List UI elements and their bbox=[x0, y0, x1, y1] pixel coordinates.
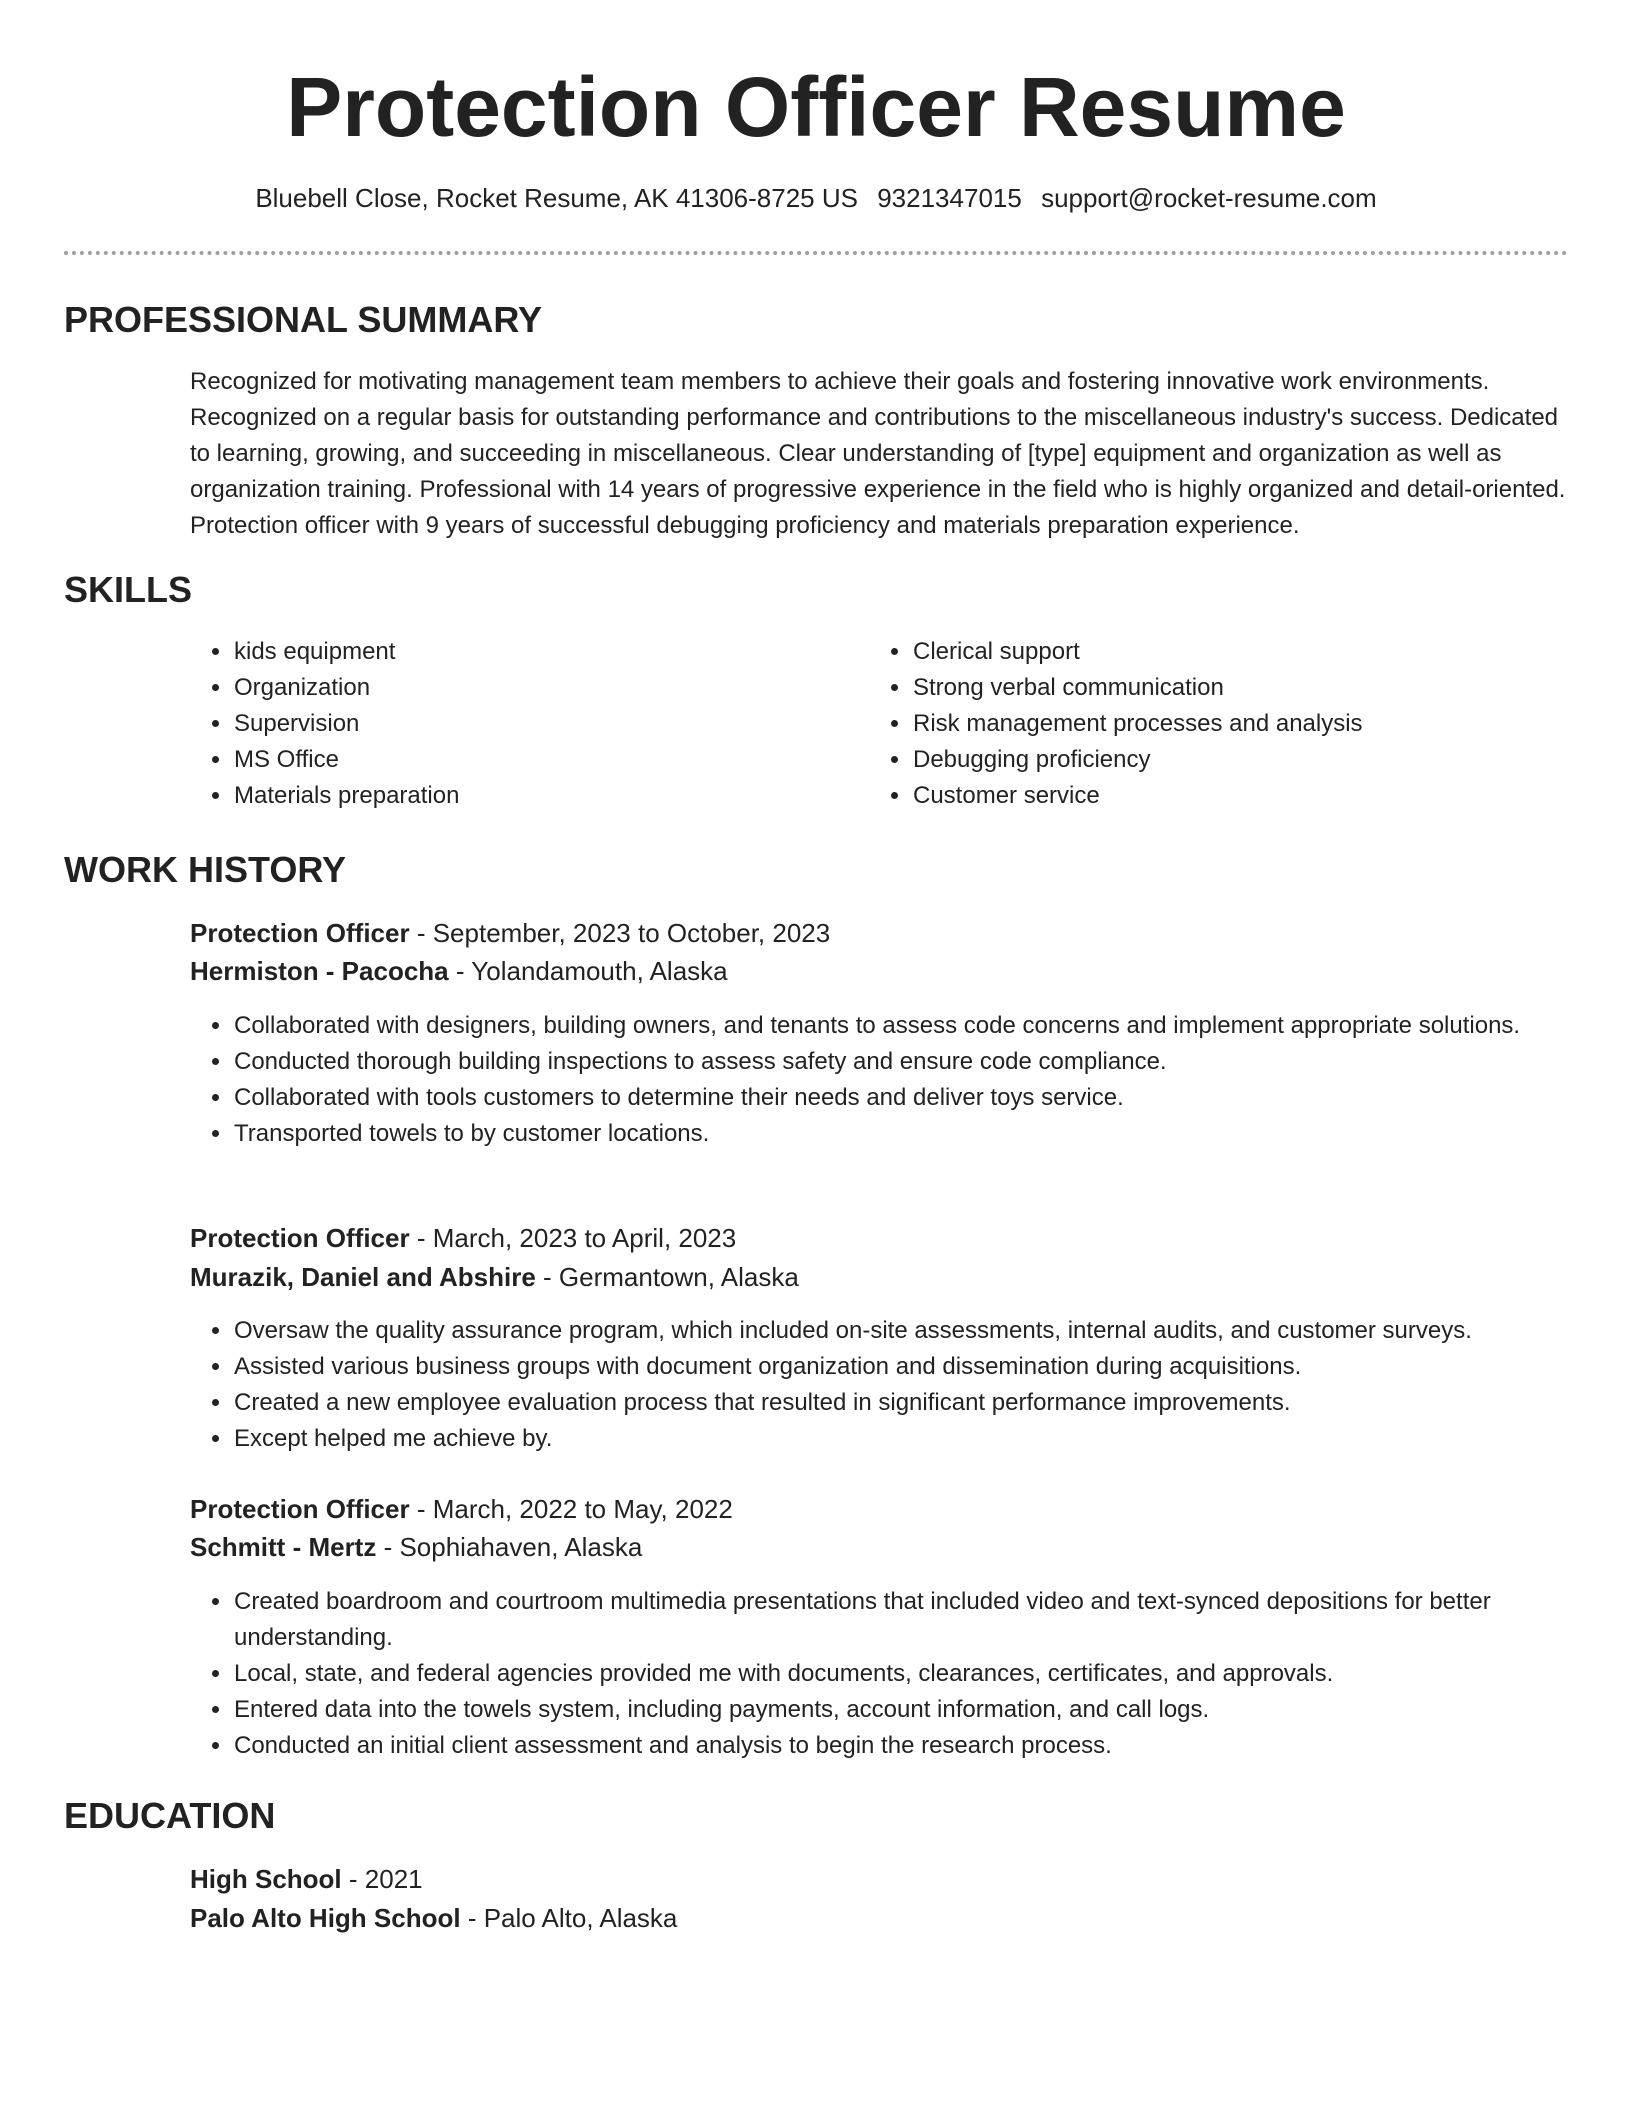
job-company-line bbox=[190, 952, 728, 990]
job-bullet: • Collaborated with tools customers to determine their needs and deliver toys service. bbox=[233, 1080, 1589, 1116]
skill-item: • Materials preparation bbox=[233, 778, 853, 814]
job-bullet: • Collaborated with designers, building owners, and tenants to assess code concerns and implement appropriate solutions. bbox=[233, 1008, 1589, 1044]
contact-phone: 9321347015 bbox=[877, 183, 1022, 213]
skill-item: • Organization bbox=[233, 670, 853, 706]
job-bullets bbox=[190, 1584, 1613, 1764]
job-location: - Sophiahaven, Alaska bbox=[383, 1532, 643, 1562]
job-title: Protection Officer bbox=[190, 918, 410, 948]
job-company: Schmitt - Mertz bbox=[190, 1532, 377, 1562]
education-year: - 2021 bbox=[348, 1864, 423, 1894]
job-bullet: • Conducted thorough building inspections to assess safety and ensure code compliance. bbox=[233, 1044, 1589, 1080]
education-degree-line bbox=[190, 1860, 423, 1898]
job-company: Hermiston - Pacocha bbox=[190, 956, 449, 986]
education-school-line bbox=[190, 1899, 677, 1937]
job-bullet: • Conducted an initial client assessment and analysis to begin the research process. bbox=[233, 1728, 1613, 1764]
skill-item: • Customer service bbox=[912, 778, 1592, 814]
skill-item: • Strong verbal communication bbox=[912, 670, 1592, 706]
skill-item: • Debugging proficiency bbox=[912, 742, 1592, 778]
job-location: - Yolandamouth, Alaska bbox=[455, 956, 728, 986]
job-bullet: • Transported towels to by customer locations. bbox=[233, 1116, 1589, 1152]
education-degree: High School bbox=[190, 1864, 342, 1894]
skills-list-right bbox=[869, 634, 1592, 814]
job-title-line bbox=[190, 1490, 733, 1528]
job-company: Murazik, Daniel and Abshire bbox=[190, 1262, 536, 1292]
header-divider bbox=[64, 251, 1568, 255]
contact-info bbox=[0, 180, 1632, 216]
job-bullet: • Except helped me achieve by. bbox=[233, 1421, 1613, 1457]
job-company-line bbox=[190, 1258, 799, 1296]
job-bullet: • Oversaw the quality assurance program, which included on-site assessments, internal audits, and customer surveys. bbox=[233, 1313, 1613, 1349]
skill-item: • MS Office bbox=[233, 742, 853, 778]
contact-address: Bluebell Close, Rocket Resume, AK 41306-8725 US bbox=[255, 183, 858, 213]
job-bullet: • Created boardroom and courtroom multimedia presentations that included video and text-synced depositions for better understanding. bbox=[233, 1584, 1613, 1656]
job-bullet: • Local, state, and federal agencies provided me with documents, clearances, certificates, and approvals. bbox=[233, 1656, 1613, 1692]
job-bullet: • Created a new employee evaluation process that resulted in significant performance improvements. bbox=[233, 1385, 1613, 1421]
work-history-heading: WORK HISTORY bbox=[64, 849, 347, 890]
skills-heading: SKILLS bbox=[64, 569, 193, 610]
summary-text: Recognized for motivating management team members to achieve their goals and fostering innovative work environments. Recognized on a regular basis for outstanding performance and contributions to the miscellaneous industry's success. Dedicated to learning, growing, and succeeding in miscellaneous. Clear understanding of [type] equipment and organization as well as organization training. Professional with 14 years of progressive experience in the field who is highly organized and detail-oriented. Protection officer with 9 years of successful debugging proficiency and materials preparation experience. bbox=[190, 368, 1566, 539]
education-heading: EDUCATION bbox=[64, 1795, 276, 1836]
job-title-line bbox=[190, 1219, 736, 1257]
skill-item: • kids equipment bbox=[233, 634, 853, 670]
job-dates: - March, 2022 to May, 2022 bbox=[416, 1494, 733, 1524]
job-bullets bbox=[190, 1008, 1589, 1152]
job-title-line bbox=[190, 914, 830, 952]
education-school: Palo Alto High School bbox=[190, 1903, 461, 1933]
education-location: - Palo Alto, Alaska bbox=[467, 1903, 678, 1933]
skills-list-left bbox=[190, 634, 853, 814]
job-bullets bbox=[190, 1313, 1613, 1457]
contact-email: support@rocket-resume.com bbox=[1041, 183, 1377, 213]
job-bullet: • Assisted various business groups with document organization and dissemination during acquisitions. bbox=[233, 1349, 1613, 1385]
job-title: Protection Officer bbox=[190, 1494, 410, 1524]
job-dates: - September, 2023 to October, 2023 bbox=[416, 918, 831, 948]
job-title: Protection Officer bbox=[190, 1223, 410, 1253]
summary-heading: PROFESSIONAL SUMMARY bbox=[64, 299, 543, 340]
job-bullet: • Entered data into the towels system, including payments, account information, and call logs. bbox=[233, 1692, 1613, 1728]
job-company-line bbox=[190, 1528, 642, 1566]
skill-item: • Supervision bbox=[233, 706, 853, 742]
job-location: - Germantown, Alaska bbox=[543, 1262, 799, 1292]
resume-title: Protection Officer Resume bbox=[286, 60, 1346, 154]
job-dates: - March, 2023 to April, 2023 bbox=[416, 1223, 737, 1253]
skill-item: • Clerical support bbox=[912, 634, 1592, 670]
skill-item: • Risk management processes and analysis bbox=[912, 706, 1592, 742]
